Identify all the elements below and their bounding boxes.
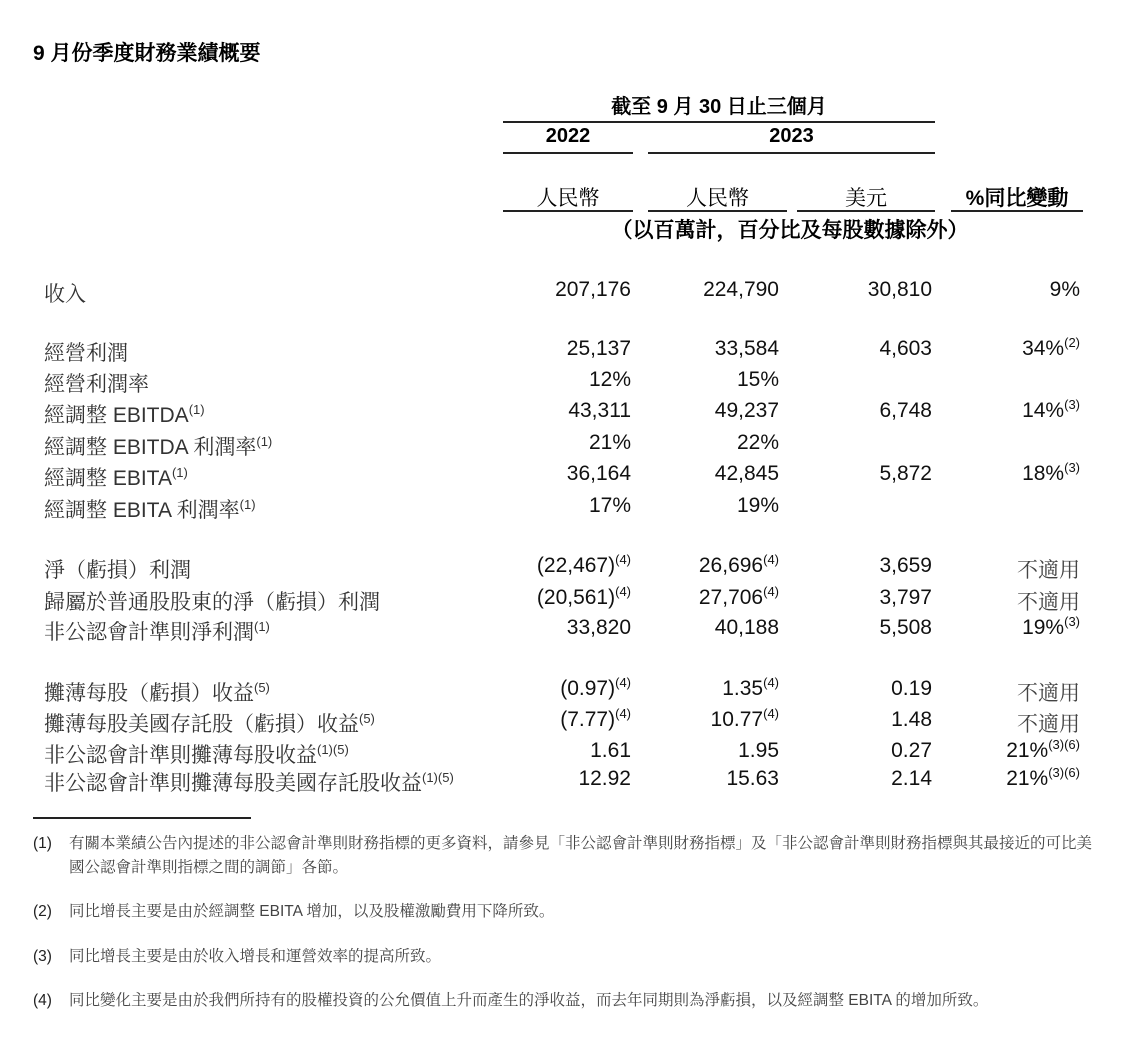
- footnote-marker: (4): [33, 992, 52, 1009]
- value-2023-rmb: 1.35$^{(4)}$: [722, 675, 779, 700]
- row-label: 歸屬於普通股股東的淨（虧損）利潤: [44, 591, 380, 614]
- value-2023-usd: 0.19: [891, 677, 932, 700]
- value-2023-usd: 30,810: [867, 278, 932, 301]
- row-label: 非公認會計準則攤薄每股收益$^{(1)(5)}$: [44, 742, 349, 767]
- value-2022: 207,176: [555, 278, 631, 301]
- value-2023-rmb: 10.77$^{(4)}$: [710, 706, 779, 731]
- value-2022: $(7.77)^{(4)}$: [560, 706, 631, 731]
- currency-underline-4: [951, 210, 1083, 212]
- yoy-change: 19%$^{(3)}$: [1022, 614, 1080, 639]
- value-2023-usd: 2.14: [891, 767, 932, 790]
- footnote-4: [33, 989, 1093, 1013]
- row-label: 經營利潤: [44, 342, 128, 365]
- yoy-change: 21%$^{(3)(6)}$: [1006, 737, 1080, 762]
- value-2023-rmb: 27,706$^{(4)}$: [698, 584, 779, 609]
- yoy-change: 9%: [1049, 278, 1080, 301]
- year-2023-underline: [648, 152, 935, 154]
- period-underline: [503, 121, 935, 123]
- currency-underline-2: [648, 210, 787, 212]
- value-2023-rmb: 49,237: [714, 399, 779, 422]
- row-label: 經調整 EBITDA 利潤率$^{(1)}$: [44, 434, 273, 459]
- footnote-divider: [33, 817, 251, 819]
- value-2022: 25,137: [566, 337, 631, 360]
- year-2023-header: 2023: [769, 125, 814, 147]
- value-2023-usd: 5,872: [879, 462, 932, 485]
- value-2022: $(0.97)^{(4)}$: [560, 675, 631, 700]
- yoy-change: 不適用: [1017, 713, 1080, 736]
- value-2023-rmb: 42,845: [714, 462, 779, 485]
- row-label: 經調整 EBITA$^{(1)}$: [44, 465, 188, 490]
- yoy-change: 34%$^{(2)}$: [1022, 335, 1080, 360]
- footnote-text: 同比增長主要是由於經調整 EBITA 增加，以及股權激勵費用下降所致。: [69, 903, 555, 920]
- footnote-3: [33, 945, 1093, 969]
- footnote-marker: (2): [33, 903, 52, 920]
- value-2022: $(20,561)^{(4)}$: [536, 584, 631, 609]
- value-2022: 33,820: [566, 616, 631, 639]
- footnote-text: 同比變化主要是由於我們所持有的股權投資的公允價值上升而產生的淨收益，而去年同期則為淨虧損，以及經調整 EBITA 的增加所致。: [69, 992, 989, 1009]
- value-2023-usd: 5,508: [879, 616, 932, 639]
- unit-note: （以百萬計，百分比及每股數據除外）: [611, 219, 969, 242]
- value-2023-usd: 4,603: [879, 337, 932, 360]
- currency-header-rmb-2023: 人民幣: [686, 187, 749, 210]
- value-2023-usd: 6,748: [879, 399, 932, 422]
- row-label: 非公認會計準則攤薄每股美國存託股收益$^{(1)(5)}$: [44, 770, 454, 795]
- yoy-change: 18%$^{(3)}$: [1022, 460, 1080, 485]
- value-2023-rmb: 33,584: [714, 337, 779, 360]
- footnote-1: [33, 832, 1093, 880]
- yoy-change: 不適用: [1017, 682, 1080, 705]
- value-2023-rmb: 40,188: [714, 616, 779, 639]
- value-2023-rmb: 19%: [736, 494, 779, 517]
- yoy-change: 14%$^{(3)}$: [1022, 397, 1080, 422]
- year-2022-header: 2022: [545, 125, 591, 147]
- value-2023-usd: 3,659: [879, 554, 932, 577]
- value-2023-usd: 3,797: [879, 586, 932, 609]
- value-2023-rmb: 1.95: [738, 739, 779, 762]
- value-2022: 1.61: [590, 739, 631, 762]
- yoy-change-header: %同比變動: [965, 187, 1069, 210]
- value-2022: 12.92: [578, 767, 631, 790]
- currency-header-rmb-2022: 人民幣: [536, 187, 600, 210]
- yoy-change: 不適用: [1017, 559, 1080, 582]
- value-2023-usd: 1.48: [891, 708, 932, 731]
- page-title: 9 月份季度財務業績概要: [33, 42, 261, 65]
- value-2023-rmb: 15.63: [726, 767, 779, 790]
- yoy-change: 不適用: [1017, 591, 1080, 614]
- value-2022: 43,311: [568, 399, 631, 422]
- value-2022: $(22,467)^{(4)}$: [536, 552, 631, 577]
- row-label: 非公認會計準則淨利潤$^{(1)}$: [44, 619, 270, 644]
- yoy-change: 21%$^{(3)(6)}$: [1006, 765, 1080, 790]
- footnote-text: 有關本業績公告內提述的非公認會計準則財務指標的更多資料，請參見「非公認會計準則財務指標」及「非公認會計準則財務指標與其最接近的可比美國公認會計準則指標之間的調節」各節。: [69, 835, 1093, 876]
- footnote-text: 同比增長主要是由於收入增長和運營效率的提高所致。: [69, 948, 442, 965]
- row-label: 淨（虧損）利潤: [44, 559, 191, 582]
- row-label: 收入: [44, 283, 86, 306]
- period-header: 截至 9 月 30 日止三個月: [611, 96, 827, 118]
- currency-underline-1: [503, 210, 633, 212]
- row-label: 經調整 EBITA 利潤率$^{(1)}$: [44, 497, 256, 522]
- value-2023-usd: 0.27: [891, 739, 932, 762]
- row-label: 經營利潤率: [44, 373, 149, 396]
- footnote-2: [33, 900, 1093, 924]
- year-2022-underline: [503, 152, 633, 154]
- row-label: 經調整 EBITDA$^{(1)}$: [44, 402, 205, 427]
- footnote-marker: (1): [33, 835, 52, 852]
- value-2022: 17%: [588, 494, 631, 517]
- currency-underline-3: [797, 210, 935, 212]
- value-2023-rmb: 224,790: [703, 278, 779, 301]
- value-2022: 36,164: [566, 462, 631, 485]
- row-label: 攤薄每股美國存託股（虧損）收益$^{(5)}$: [44, 711, 375, 736]
- footnote-marker: (3): [33, 948, 52, 965]
- value-2023-rmb: 26,696$^{(4)}$: [698, 552, 779, 577]
- value-2023-rmb: 22%: [736, 431, 779, 454]
- value-2022: 12%: [588, 368, 631, 391]
- row-label: 攤薄每股（虧損）收益$^{(5)}$: [44, 680, 270, 705]
- value-2023-rmb: 15%: [736, 368, 779, 391]
- value-2022: 21%: [588, 431, 631, 454]
- currency-header-usd: 美元: [845, 187, 887, 210]
